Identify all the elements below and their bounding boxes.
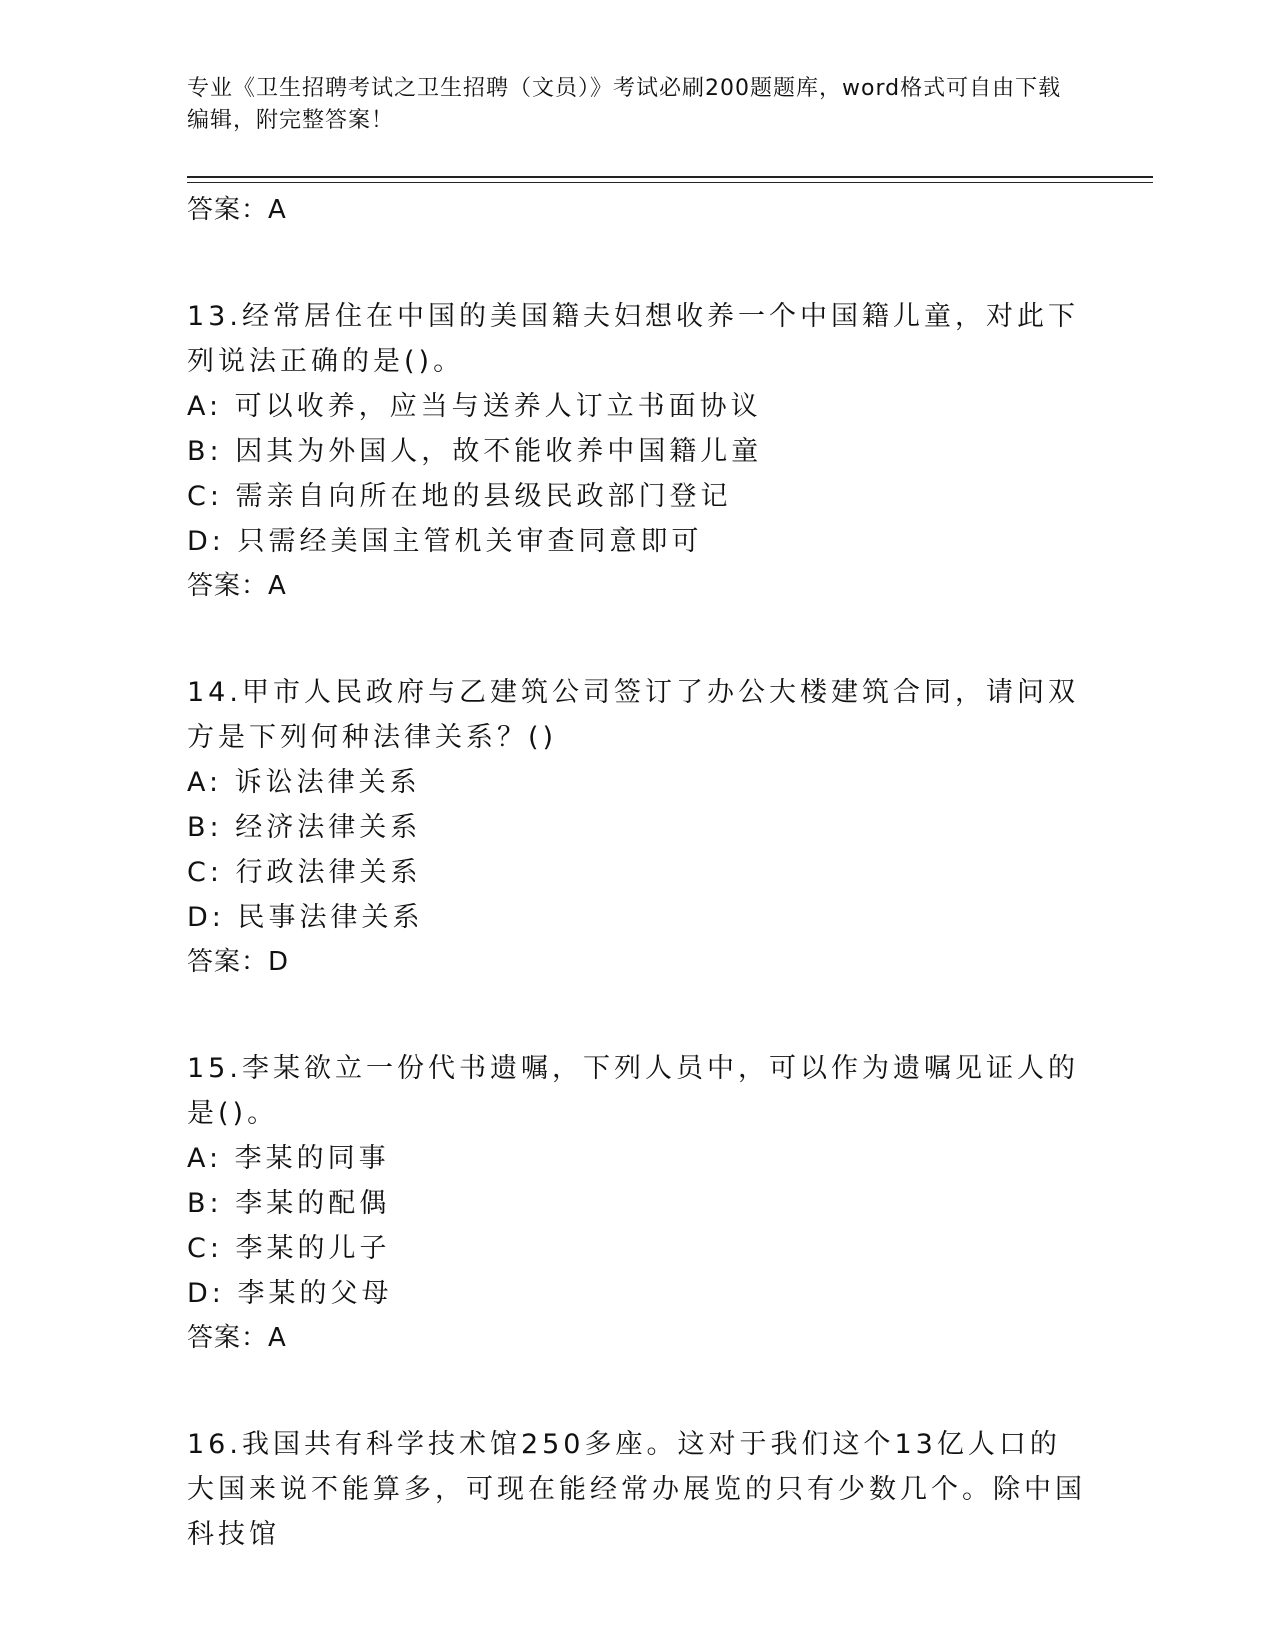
option-b: B: 经济法律关系 xyxy=(187,812,422,843)
question-stem: 16.我国共有科学技术馆250多座。这对于我们这个13亿人口的大国来说不能算多，可现在能经常办展览的只有少数几个。除中国科技馆 xyxy=(187,1429,1086,1550)
option-c: C: 需亲自向所在地的县级民政部门登记 xyxy=(187,481,732,512)
question-list xyxy=(187,188,1087,1557)
answer: 答案：A xyxy=(187,571,287,601)
question-stem: 15.李某欲立一份代书遗嘱，下列人员中，可以作为遗嘱见证人的是()。 xyxy=(187,1053,1079,1129)
header-divider-thick xyxy=(187,176,1153,178)
question-stem: 13.经常居住在中国的美国籍夫妇想收养一个中国籍儿童，对此下列说法正确的是()。 xyxy=(187,301,1079,377)
option-d: D: 李某的父母 xyxy=(187,1278,393,1309)
question-16 xyxy=(187,1422,1087,1557)
question-13 xyxy=(187,294,1087,608)
option-a: A: 诉讼法律关系 xyxy=(187,767,421,798)
option-d: D: 民事法律关系 xyxy=(187,902,424,933)
question-15 xyxy=(187,1046,1087,1360)
question-14 xyxy=(187,670,1087,984)
option-a: A: 李某的同事 xyxy=(187,1143,390,1174)
option-a: A: 可以收养，应当与送养人订立书面协议 xyxy=(187,391,762,422)
option-b: B: 李某的配偶 xyxy=(187,1188,391,1219)
question-stem: 14.甲市人民政府与乙建筑公司签订了办公大楼建筑合同，请问双方是下列何种法律关系？() xyxy=(187,677,1079,753)
option-d: D: 只需经美国主管机关审查同意即可 xyxy=(187,526,703,557)
option-b: B: 因其为外国人，故不能收养中国籍儿童 xyxy=(187,436,763,467)
document-header: 专业《卫生招聘考试之卫生招聘（文员）》考试必刷200题题库，word格式可自由下载编辑，附完整答案！ xyxy=(187,76,1062,133)
answer: 答案：D xyxy=(187,947,290,977)
option-c: C: 李某的儿子 xyxy=(187,1233,391,1264)
previous-answer: 答案：A xyxy=(187,195,287,225)
header-divider-thin xyxy=(187,182,1153,183)
answer: 答案：A xyxy=(187,1323,287,1353)
option-c: C: 行政法律关系 xyxy=(187,857,422,888)
